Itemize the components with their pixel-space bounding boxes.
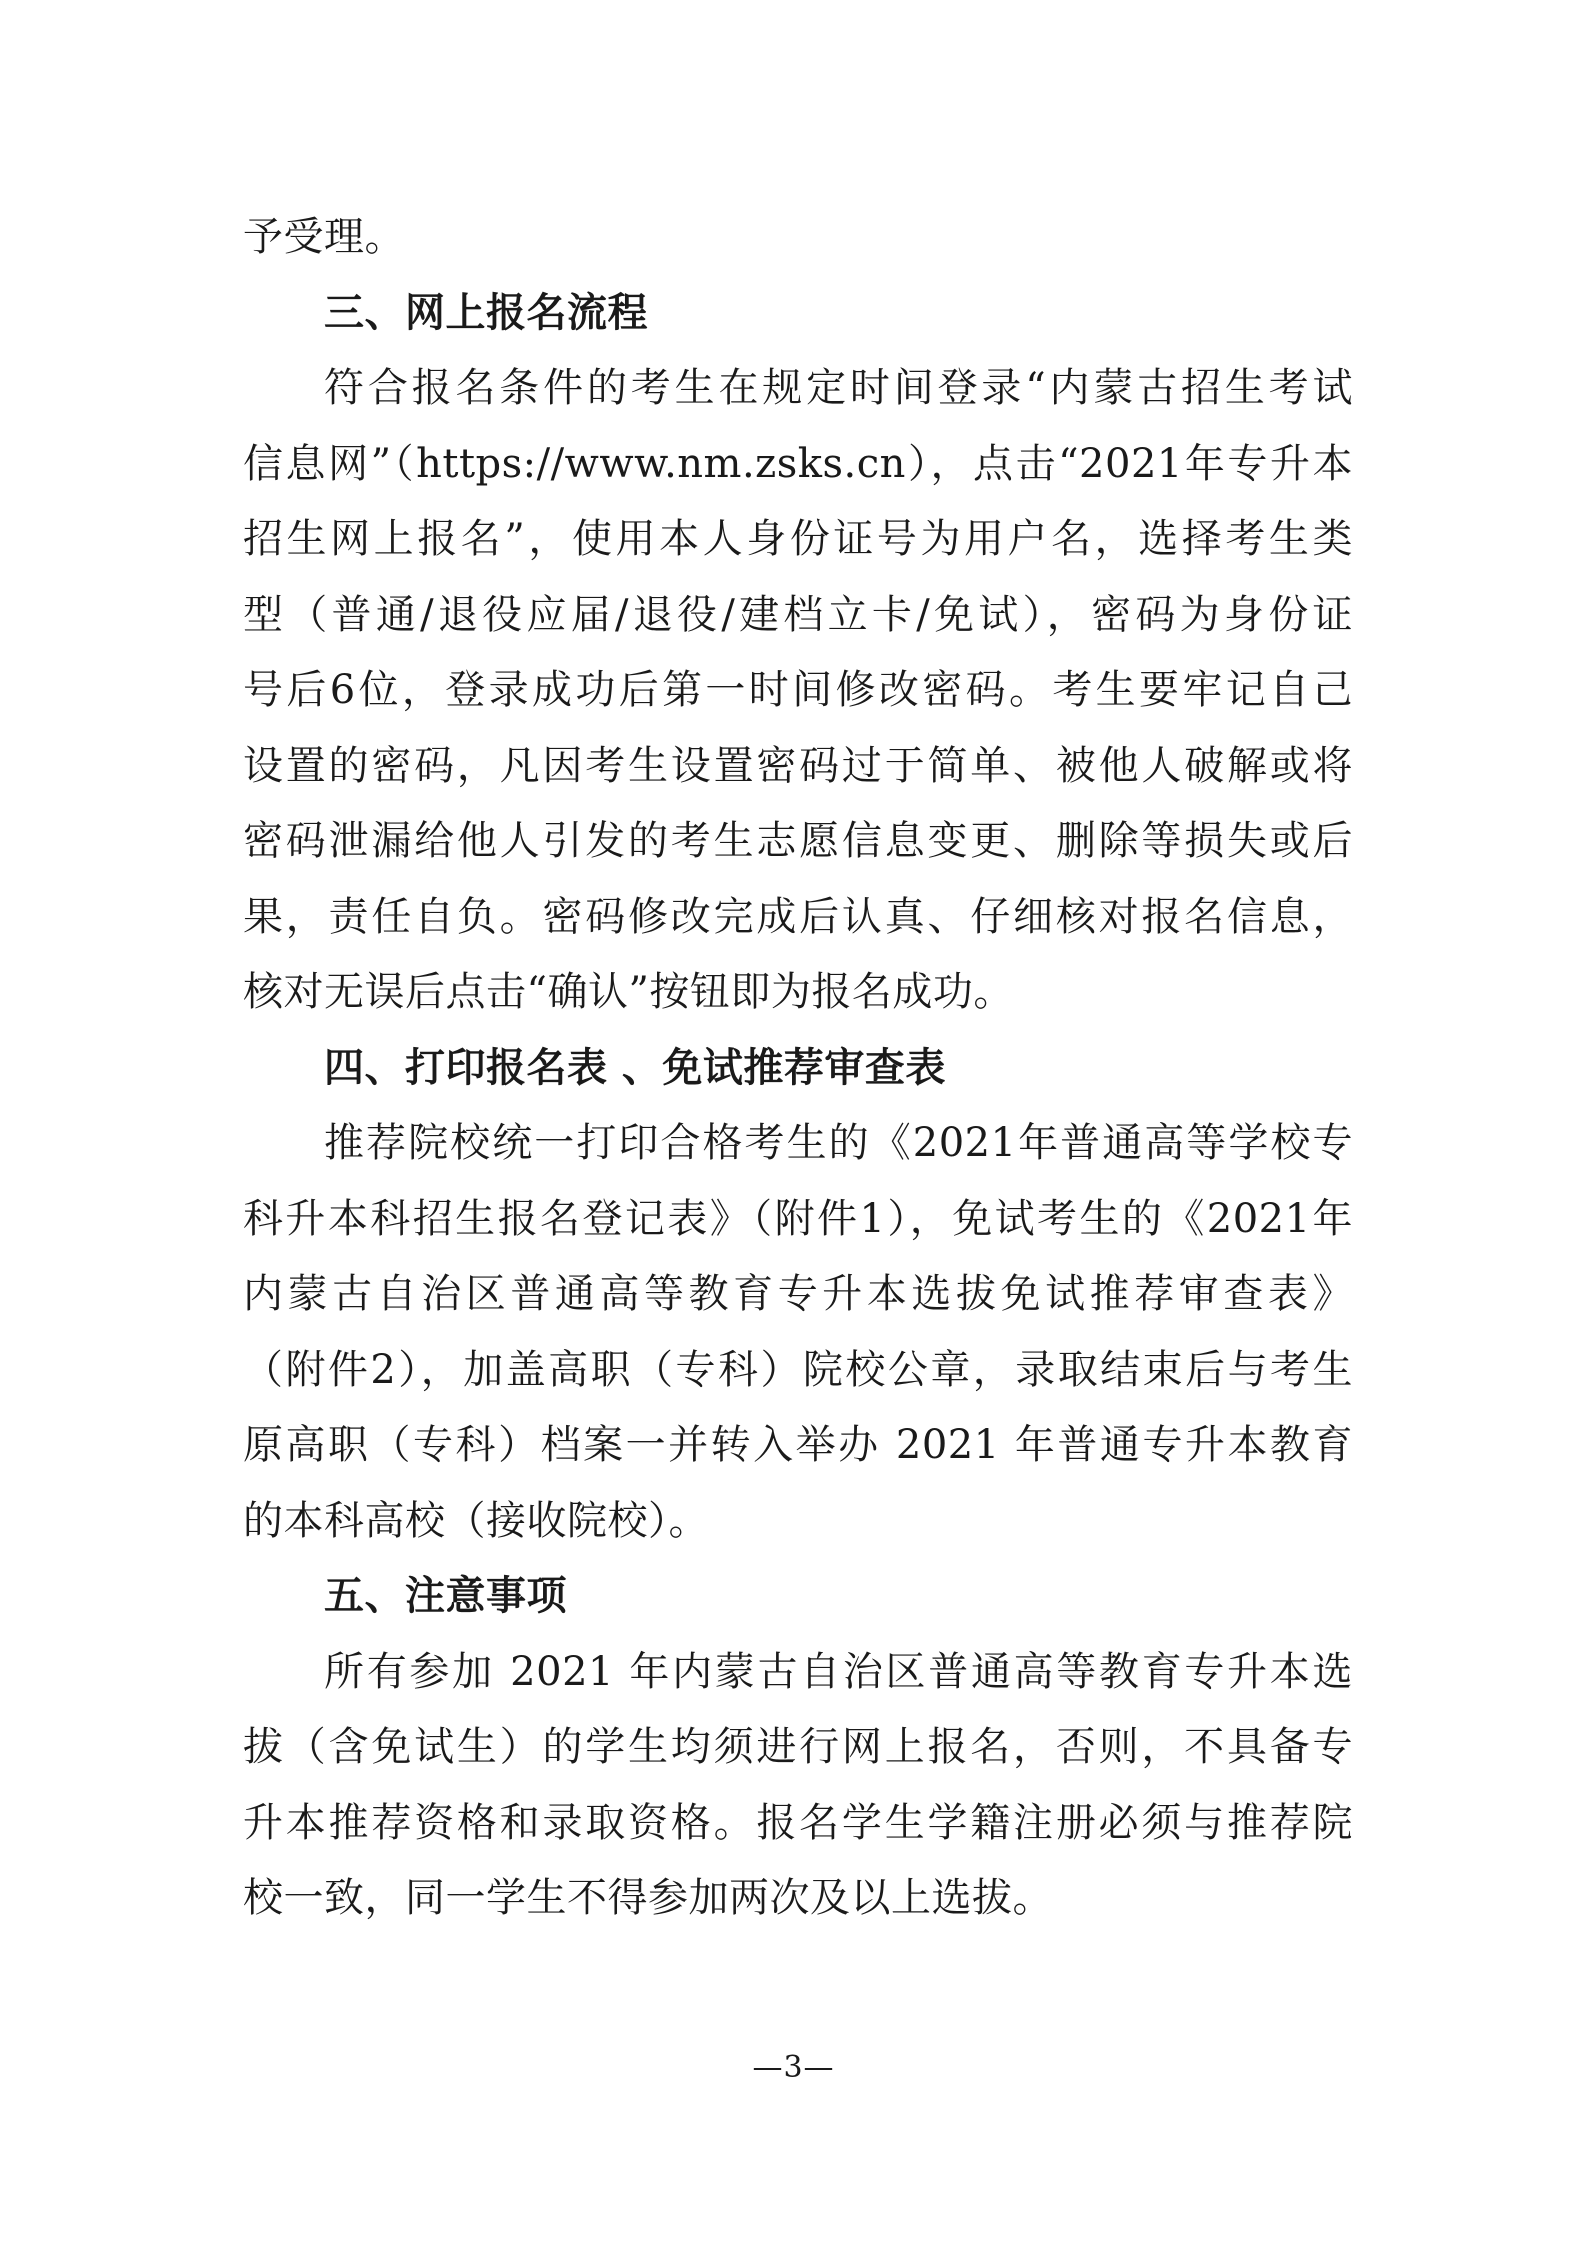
text-line: 拔（含免试生）的学生均须进行网上报名，否则，不具备专	[243, 1724, 1353, 1770]
text-line: 招生网上报名”，使用本人身份证号为用户名，选择考生类	[243, 516, 1353, 562]
text-line: 校一致，同一学生不得参加两次及以上选拔。	[243, 1875, 1053, 1921]
text-line: 原高职（专科）档案一并转入举办 2021 年普通专升本教育	[243, 1422, 1353, 1468]
text-line: 内蒙古自治区普通高等教育专升本选拔免试推荐审查表》	[243, 1271, 1353, 1317]
section-heading: 五、注意事项	[324, 1573, 567, 1619]
text-line: （附件2），加盖高职（专科）院校公章，录取结束后与考生	[243, 1346, 1353, 1393]
text-line: 核对无误后点击“确认”按钮即为报名成功。	[243, 969, 1014, 1015]
text-line: 所有参加 2021 年内蒙古自治区普通高等教育专升本选	[324, 1648, 1353, 1695]
text-line: 果，责任自负。密码修改完成后认真、仔细核对报名信息，	[243, 893, 1353, 940]
text-line: 密码泄漏给他人引发的考生志愿信息变更、删除等损失或后	[243, 818, 1353, 864]
text-line: 升本推荐资格和录取资格。报名学生学籍注册必须与推荐院	[243, 1799, 1353, 1846]
document-body	[243, 200, 1353, 1937]
text-line: 设置的密码，凡因考生设置密码过于简单、被他人破解或将	[243, 742, 1353, 789]
text-line: 予受理。	[243, 214, 405, 260]
text-line: 号后6位，登录成功后第一时间修改密码。考生要牢记自己	[243, 667, 1353, 713]
section-heading: 四、打印报名表 、免试推荐审查表	[324, 1044, 946, 1091]
section-heading: 三、网上报名流程	[324, 289, 648, 336]
text-line: 型（普通/退役应届/退役/建档立卡/免试），密码为身份证	[243, 591, 1353, 638]
text-line: 科升本科招生报名登记表》（附件1），免试考生的《2021年	[243, 1195, 1353, 1242]
text-line: 信息网”（https://www.nm.zsks.cn），点击“2021年专升本	[243, 440, 1353, 487]
text-line: 推荐院校统一打印合格考生的《2021年普通高等学校专	[324, 1120, 1353, 1166]
page-number: —3—	[752, 2050, 835, 2085]
text-line: 的本科高校（接收院校）。	[243, 1497, 709, 1544]
text-line: 符合报名条件的考生在规定时间登录“内蒙古招生考试	[324, 365, 1353, 411]
